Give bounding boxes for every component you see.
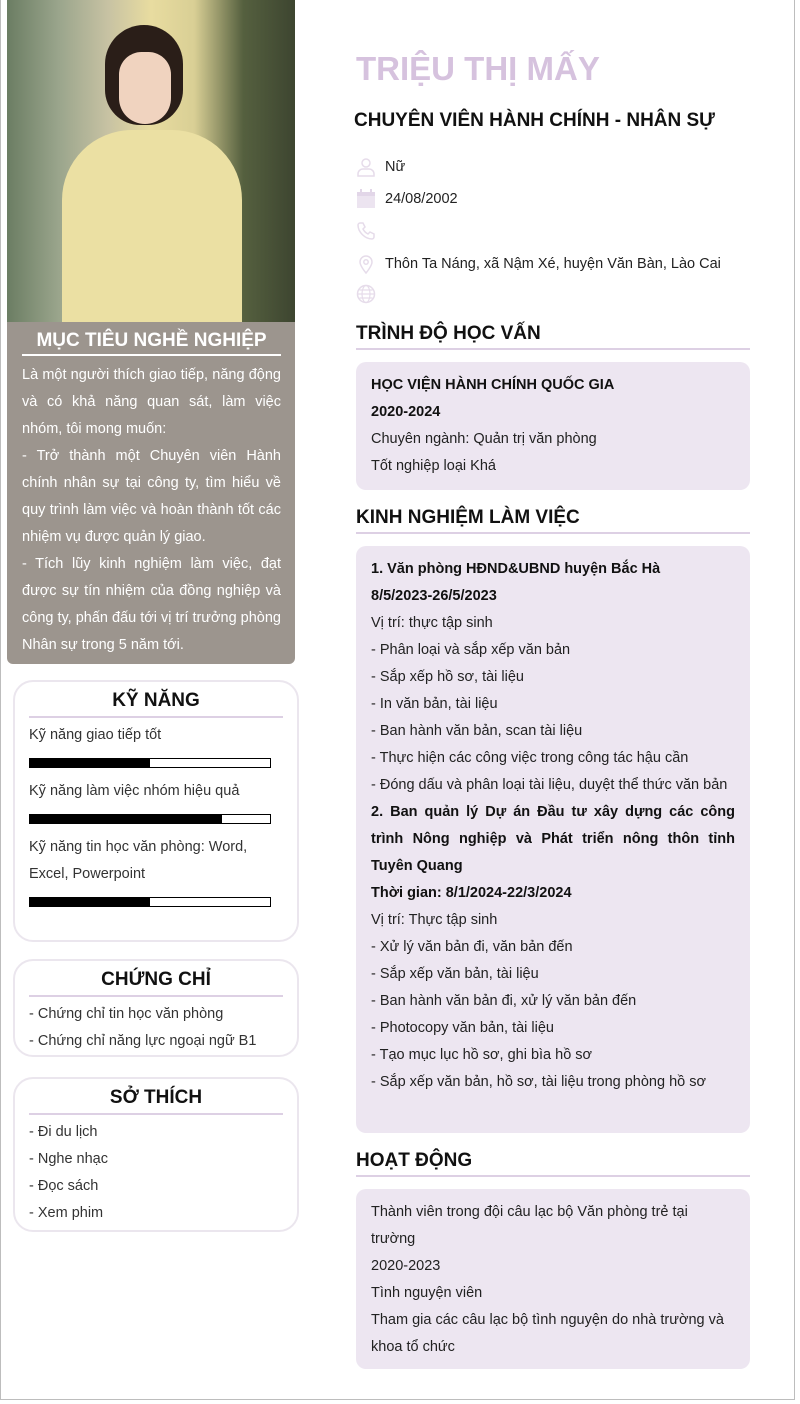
skill-label: Kỹ năng tin học văn phòng: Word, Excel, Powerpoint: [29, 839, 248, 882]
experience-line: Thời gian: 8/1/2024-22/3/2024: [371, 885, 572, 901]
globe-icon: [356, 284, 376, 304]
hobby-item: - Nghe nhạc: [29, 1151, 108, 1167]
gender-value: Nữ: [385, 159, 406, 175]
skill-label: Kỹ năng giao tiếp tốt: [29, 727, 162, 743]
experience-line: Vị trí: Thực tập sinh: [371, 912, 498, 928]
contact-website: [356, 282, 385, 306]
experience-line: - Tạo mục lục hồ sơ, ghi bìa hồ sơ: [371, 1047, 593, 1063]
skills-heading: KỸ NĂNG: [29, 690, 283, 718]
profile-photo: [7, 0, 295, 322]
skills-card: [13, 680, 299, 942]
objective-heading: MỤC TIÊU NGHỀ NGHIỆP: [22, 330, 281, 356]
experience-line: - In văn bản, tài liệu: [371, 696, 498, 712]
location-pin-icon: [356, 254, 376, 274]
contact-birthday: [356, 187, 458, 211]
skill-level-bar: [29, 814, 271, 824]
experience-section: [356, 507, 750, 1133]
contact-address: [356, 252, 721, 276]
experience-line: - Sắp xếp văn bản, hồ sơ, tài liệu trong phòng hồ sơ: [371, 1074, 707, 1090]
job-title: CHUYÊN VIÊN HÀNH CHÍNH - NHÂN SỰ: [354, 110, 715, 131]
activity-line: Tình nguyện viên: [371, 1285, 483, 1301]
school-name: HỌC VIỆN HÀNH CHÍNH QUỐC GIA: [371, 377, 615, 393]
experience-line: 1. Văn phòng HĐND&UBND huyện Bắc Hà: [371, 561, 661, 577]
activities-heading: HOẠT ĐỘNG: [356, 1150, 750, 1177]
experience-line: Vị trí: thực tập sinh: [371, 615, 493, 631]
skill-level-fill: [30, 815, 222, 823]
contact-phone: [356, 219, 385, 243]
hobby-item: - Xem phim: [29, 1205, 104, 1221]
activity-line: 2020-2023: [371, 1258, 441, 1274]
experience-line: - Sắp xếp văn bản, tài liệu: [371, 966, 539, 982]
certificate-item: - Chứng chỉ năng lực ngoại ngữ B1: [29, 1033, 257, 1049]
experience-line: 2. Ban quản lý Dự án Đầu tư xây dựng các công trình Nông nghiệp và Phát triển nông thôn tỉnh Tuyên Quang: [371, 804, 735, 874]
experience-line: - Phân loại và sắp xếp văn bản: [371, 642, 571, 658]
experience-line: - Ban hành văn bản, scan tài liệu: [371, 723, 583, 739]
skill-level-fill: [30, 898, 150, 906]
education-heading: TRÌNH ĐỘ HỌC VẤN: [356, 323, 750, 350]
hobby-item: - Đọc sách: [29, 1178, 99, 1194]
experience-line: - Đóng dấu và phân loại tài liệu, duyệt thể thức văn bản: [371, 777, 728, 793]
hobbies-heading: SỞ THÍCH: [29, 1087, 283, 1115]
experience-line: - Photocopy văn bản, tài liệu: [371, 1020, 554, 1036]
certificate-item: - Chứng chỉ tin học văn phòng: [29, 1006, 224, 1022]
contact-gender: [356, 155, 405, 179]
hobbies-card: [13, 1077, 299, 1232]
education-years: 2020-2024: [371, 404, 441, 420]
calendar-icon: [356, 189, 376, 209]
full-name: TRIỆU THỊ MẤY: [356, 50, 600, 87]
career-objective: [7, 322, 295, 664]
skill-level-bar: [29, 758, 271, 768]
experience-line: - Ban hành văn bản đi, xử lý văn bản đến: [371, 993, 637, 1009]
education-major: Chuyên ngành: Quản trị văn phòng: [371, 431, 597, 447]
experience-line: - Sắp xếp hồ sơ, tài liệu: [371, 669, 524, 685]
activities-section: [356, 1150, 750, 1369]
experience-line: - Thực hiện các công việc trong công tác hậu cần: [371, 750, 689, 766]
phone-icon: [356, 221, 376, 241]
activity-line: Tham gia các câu lạc bộ tình nguyện do nhà trường và khoa tổ chức: [371, 1312, 724, 1355]
activity-line: Thành viên trong đội câu lạc bộ Văn phòng trẻ tại trường: [371, 1204, 688, 1247]
education-grade: Tốt nghiệp loại Khá: [371, 458, 496, 474]
objective-text: Là một người thích giao tiếp, năng động và có khả năng quan sát, làm việc nhóm, tôi mong muốn: - Trở thành một Chuyên viên Hành chính nhân sự tại công ty, tìm hiểu về quy trình làm việc và hoàn thành tốt các nhiệm vụ được quản lý giao. - Tích lũy kinh nghiệm làm việc, đạt được sự tín nhiệm của đồng nghiệp và công ty, phấn đấu tới vị trí trưởng phòng Nhân sự trong 5 năm tới.: [22, 367, 281, 653]
experience-line: 8/5/2023-26/5/2023: [371, 588, 497, 604]
experience-heading: KINH NGHIỆM LÀM VIỆC: [356, 507, 750, 534]
person-icon: [356, 157, 376, 177]
experience-line: - Xử lý văn bản đi, văn bản đến: [371, 939, 573, 955]
skill-level-fill: [30, 759, 150, 767]
birthday-value: 24/08/2002: [385, 191, 458, 207]
skill-label: Kỹ năng làm việc nhóm hiệu quả: [29, 783, 240, 799]
address-value: Thôn Ta Náng, xã Nậm Xé, huyện Văn Bàn, Lào Cai: [385, 256, 721, 272]
certificates-heading: CHỨNG CHỈ: [29, 969, 283, 997]
skill-level-bar: [29, 897, 271, 907]
hobby-item: - Đi du lịch: [29, 1124, 98, 1140]
certificates-card: [13, 959, 299, 1057]
education-section: [356, 323, 750, 490]
